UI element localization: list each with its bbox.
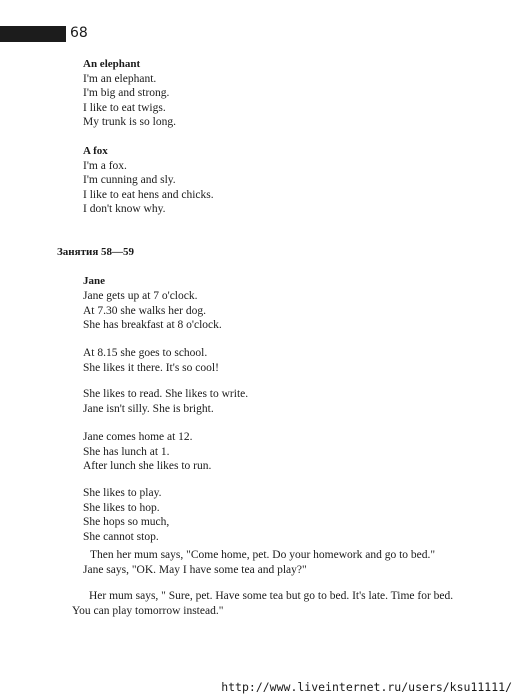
poem-title: An elephant [83,58,141,70]
story-line: She likes to hop. [83,501,160,514]
page-number: 68 [70,25,88,41]
poem-line: I like to eat hens and chicks. [83,188,214,201]
story-line: She hops so much, [83,516,170,528]
poem-elephant [83,57,176,130]
story-line: She likes it there. It's so cool! [83,361,219,374]
story-line: She has lunch at 1. [83,445,170,458]
story-line: At 8.15 she goes to school. [83,347,208,359]
story-line: She likes to play. [83,487,162,499]
stanza-1 [83,289,222,333]
final-paragraph-line: You can play tomorrow instead." [72,605,224,617]
poem-line: I like to eat twigs. [83,101,166,114]
dialogue-line: Jane says, "OK. May I have some tea and play?" [83,564,307,576]
poem-line: I'm a fox. [83,159,127,172]
story-line: At 7.30 she walks her dog. [83,304,206,317]
poem-line: I'm cunning and sly. [83,174,176,186]
poem-line: I don't know why. [83,203,166,215]
stanza-5 [83,486,169,544]
poem-line: I'm an elephant. [83,72,157,85]
story-line: Jane gets up at 7 o'clock. [83,290,198,302]
dialogue-line: Then her mum says, "Come home, pet. Do your homework and go to bed." [90,549,436,561]
story-line: She cannot stop. [83,530,159,543]
poem-title: A fox [83,145,108,157]
story-line: She has breakfast at 8 o'clock. [83,319,222,331]
poem-line: My trunk is so long. [83,116,176,128]
stanza-2 [83,346,219,375]
poem-fox [83,144,214,217]
poem-line: I'm big and strong. [83,87,170,99]
stanza-3 [83,387,248,416]
story-line: Jane isn't silly. She is bright. [83,402,214,415]
story-line: After lunch she likes to run. [83,460,212,472]
section-title: Занятия 58—59 [57,246,135,258]
story-title: Jane [83,275,105,287]
story-line: She likes to read. She likes to write. [83,388,249,400]
story-line: Jane comes home at 12. [83,431,193,443]
stanza-4 [83,430,211,474]
story-title-block [83,274,105,289]
watermark-url: http://www.liveinternet.ru/users/ksu11111/ [221,680,512,694]
final-paragraph-line: Her mum says, " Sure, pet. Have some tea but go to bed. It's late. Time for bed. [89,590,454,602]
header-black-bar [0,26,66,42]
